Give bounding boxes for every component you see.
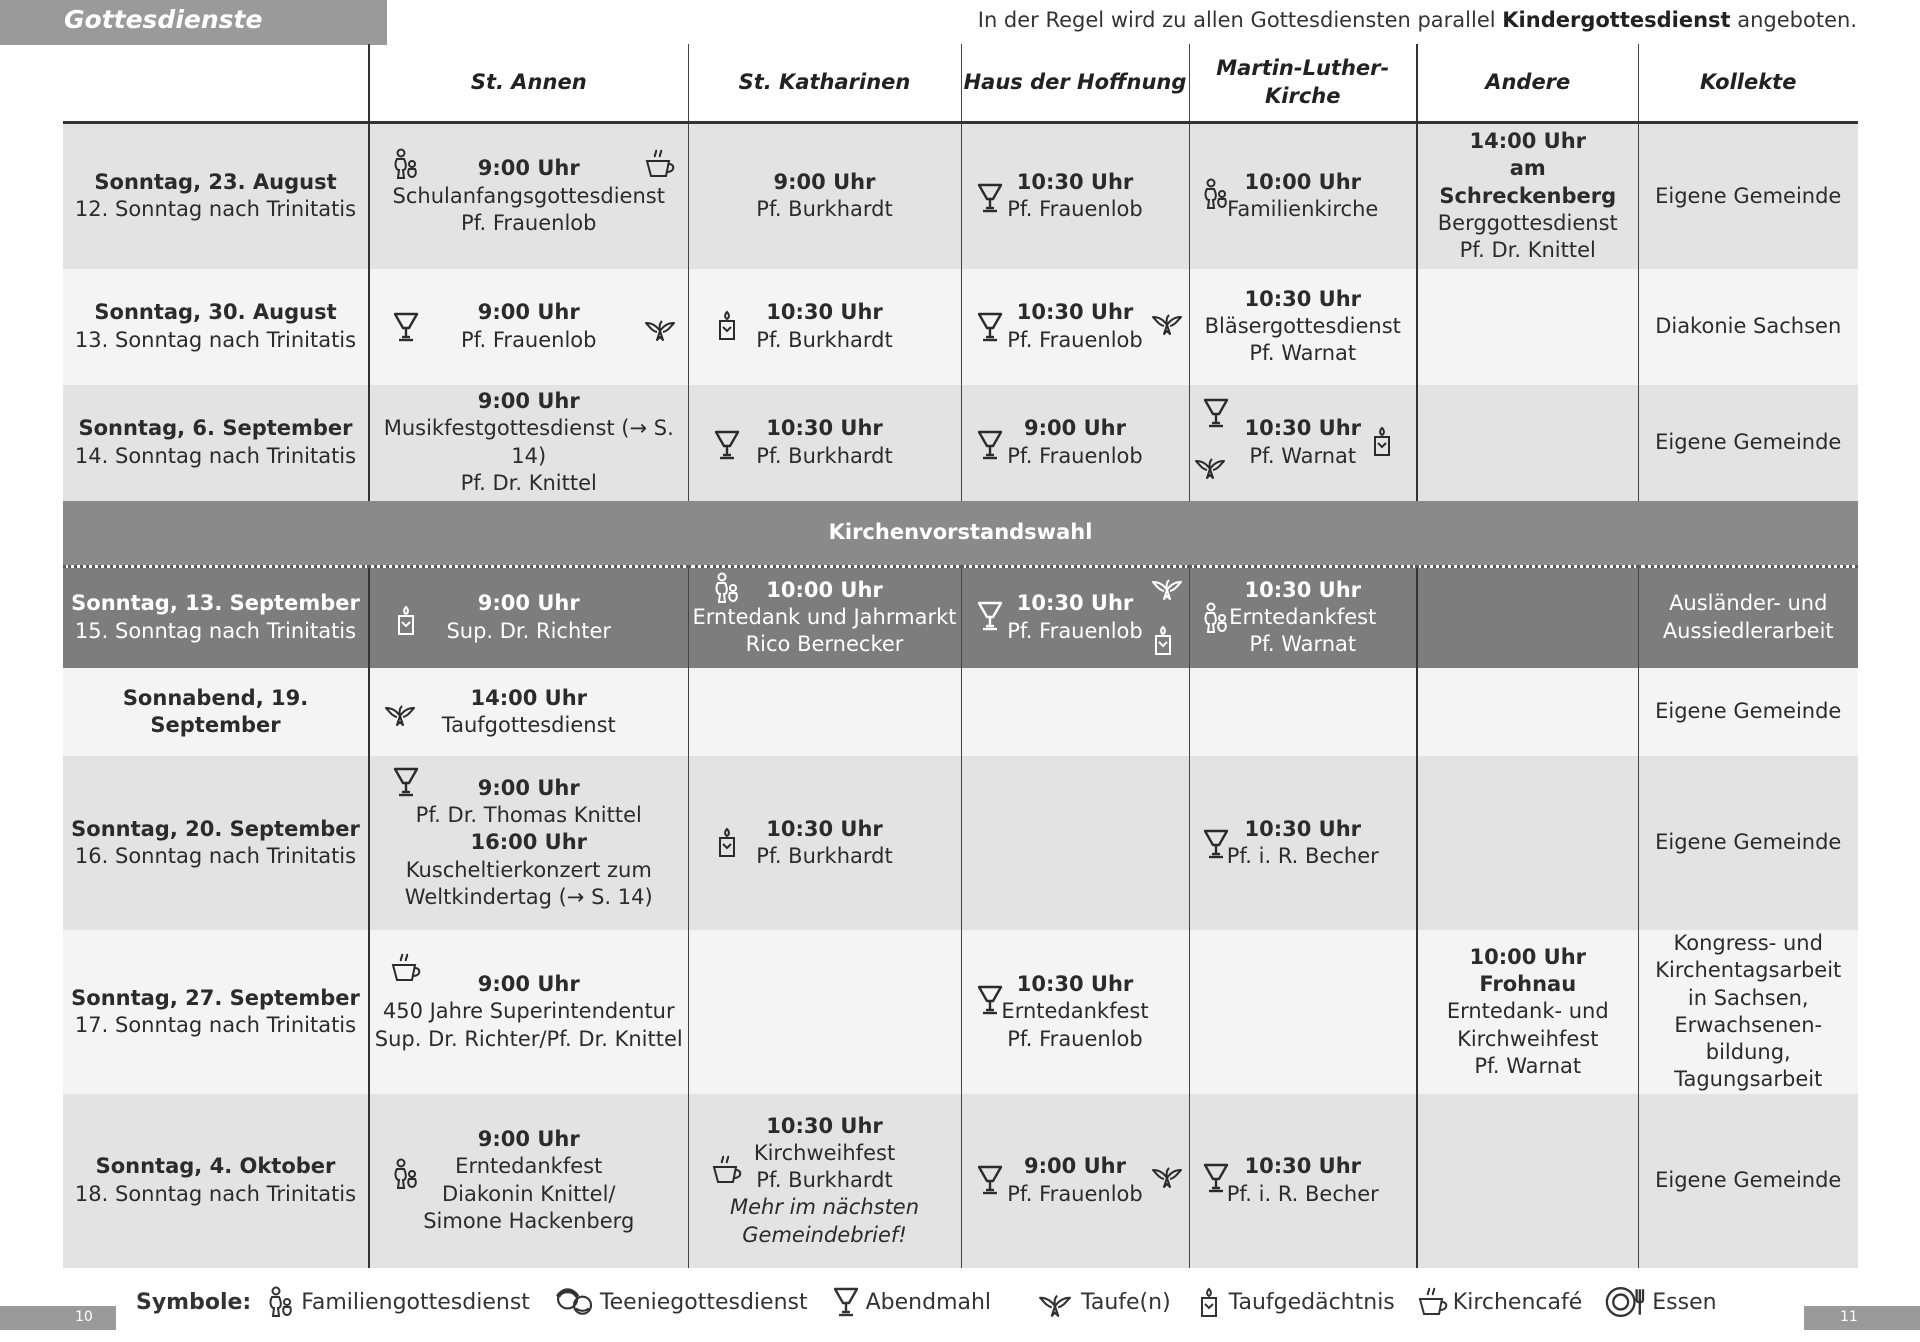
- election-label: Kirchenvorstandswahl: [63, 501, 1858, 567]
- chalice-icon: [974, 311, 1006, 343]
- chalice-icon: [390, 311, 422, 343]
- martin-luther-cell: 10:30 Uhr Bläsergottesdienst Pf. Warnat: [1189, 269, 1417, 385]
- page-number-left: 10: [0, 1306, 116, 1330]
- kollekte-cell: Diakonie Sachsen: [1638, 269, 1858, 385]
- martin-luther-cell: 10:30 Uhr Pf. i. R. Becher: [1189, 1094, 1417, 1268]
- table-row: [63, 123, 1858, 269]
- table-row: [63, 930, 1858, 1094]
- family-icon: [265, 1285, 297, 1319]
- martin-luther-cell: 10:00 Uhr Familienkirche: [1189, 123, 1417, 269]
- chalice-icon: [974, 984, 1006, 1016]
- chalice-icon: [974, 182, 1006, 214]
- haus-der-hoffnung-cell: [961, 668, 1189, 756]
- election-separator-row: [63, 501, 1858, 567]
- andere-cell: [1417, 756, 1638, 930]
- st-annen-cell: 9:00 Uhr Sup. Dr. Richter: [369, 566, 688, 668]
- kollekte-cell: Eigene Gemeinde: [1638, 756, 1858, 930]
- candle-icon: [1193, 1285, 1225, 1319]
- dove-icon: [1194, 449, 1226, 481]
- symbol-legend: [136, 1282, 1739, 1322]
- chalice-icon: [1200, 397, 1232, 429]
- st-katharinen-cell: 9:00 Uhr Pf. Burkhardt: [688, 123, 961, 269]
- chalice-icon: [974, 429, 1006, 461]
- st-katharinen-cell: 10:30 Uhr Kirchweihfest Pf. Burkhardt Mehr im nächsten Gemeindebrief!: [688, 1094, 961, 1268]
- kollekte-cell: Eigene Gemeinde: [1638, 123, 1858, 269]
- candle-icon: [1147, 624, 1179, 656]
- column-header-martin-luther-kirche: Martin-Luther- Kirche: [1189, 44, 1417, 123]
- family-icon: [1200, 178, 1232, 210]
- legend-item: Kirchencafé: [1417, 1285, 1582, 1319]
- date-cell: Sonntag, 27. September 17. Sonntag nach Trinitatis: [63, 930, 369, 1094]
- teens-icon: [552, 1285, 596, 1319]
- table-row: [63, 668, 1858, 756]
- date-cell: Sonntag, 23. August 12. Sonntag nach Trinitatis: [63, 123, 369, 269]
- schedule-table: [63, 44, 1858, 1268]
- martin-luther-cell: 10:30 Uhr Pf. Warnat: [1189, 385, 1417, 501]
- haus-der-hoffnung-cell: 9:00 Uhr Pf. Frauenlob: [961, 1094, 1189, 1268]
- chalice-icon: [1200, 828, 1232, 860]
- date-cell: Sonnabend, 19. September: [63, 668, 369, 756]
- st-katharinen-cell: 10:30 Uhr Pf. Burkhardt: [688, 269, 961, 385]
- legend-item: Abendmahl: [830, 1285, 991, 1319]
- kollekte-cell: Eigene Gemeinde: [1638, 668, 1858, 756]
- andere-cell: [1417, 566, 1638, 668]
- kollekte-cell: Ausländer- und Aussiedlerarbeit: [1638, 566, 1858, 668]
- dove-icon: [644, 311, 676, 343]
- haus-der-hoffnung-cell: 10:30 Uhr Pf. Frauenlob: [961, 269, 1189, 385]
- cup-icon: [644, 148, 676, 180]
- column-header-st-annen: St. Annen: [369, 44, 688, 123]
- column-header-kollekte: Kollekte: [1638, 44, 1858, 123]
- st-annen-cell: 14:00 Uhr Taufgottesdienst: [369, 668, 688, 756]
- st-annen-cell: 9:00 Uhr 450 Jahre Superintendentur Sup. Dr. Richter/Pf. Dr. Knittel: [369, 930, 688, 1094]
- family-icon: [711, 572, 743, 604]
- chalice-icon: [711, 429, 743, 461]
- table-row: [63, 1094, 1858, 1268]
- legend-item: Familiengottesdienst: [265, 1285, 530, 1319]
- martin-luther-cell: [1189, 668, 1417, 756]
- martin-luther-cell: 10:30 Uhr Erntedankfest Pf. Warnat: [1189, 566, 1417, 668]
- column-header-andere: Andere: [1417, 44, 1638, 123]
- family-icon: [390, 1158, 422, 1190]
- dove-icon: [384, 696, 416, 728]
- candle-icon: [1366, 425, 1398, 457]
- plate-icon: [1604, 1285, 1648, 1319]
- dove-icon: [1151, 305, 1183, 337]
- date-cell: Sonntag, 20. September 16. Sonntag nach Trinitatis: [63, 756, 369, 930]
- column-header-haus-der-hoffnung: Haus der Hoffnung: [961, 44, 1189, 123]
- legend-label: Symbole:: [136, 1289, 252, 1315]
- st-katharinen-cell: [688, 668, 961, 756]
- andere-cell: [1417, 269, 1638, 385]
- legend-item: Taufgedächtnis: [1193, 1285, 1395, 1319]
- kollekte-cell: Eigene Gemeinde: [1638, 1094, 1858, 1268]
- chalice-icon: [830, 1285, 862, 1319]
- martin-luther-cell: 10:30 Uhr Pf. i. R. Becher: [1189, 756, 1417, 930]
- chalice-icon: [974, 1164, 1006, 1196]
- andere-cell: [1417, 385, 1638, 501]
- andere-cell: 14:00 Uhr am Schreckenberg Berggottesdienst Pf. Dr. Knittel: [1417, 123, 1638, 269]
- chalice-icon: [390, 766, 422, 798]
- st-annen-cell: 9:00 Uhr Erntedankfest Diakonin Knittel/ Simone Hackenberg: [369, 1094, 688, 1268]
- haus-der-hoffnung-cell: [961, 756, 1189, 930]
- kindergottesdienst-note: In der Regel wird zu allen Gottesdiensten parallel Kindergottesdienst angeboten.: [977, 8, 1857, 32]
- candle-icon: [390, 604, 422, 636]
- st-katharinen-cell: 10:00 Uhr Erntedank und Jahrmarkt Rico Bernecker: [688, 566, 961, 668]
- date-cell: Sonntag, 30. August 13. Sonntag nach Trinitatis: [63, 269, 369, 385]
- legend-item: Essen: [1604, 1285, 1716, 1319]
- st-annen-cell: 9:00 Uhr Musikfestgottesdienst (→ S. 14) Pf. Dr. Knittel: [369, 385, 688, 501]
- date-cell: Sonntag, 13. September 15. Sonntag nach Trinitatis: [63, 566, 369, 668]
- column-header-date: [63, 44, 369, 123]
- chalice-icon: [974, 600, 1006, 632]
- section-title: Gottesdienste: [64, 5, 263, 34]
- andere-cell: [1417, 668, 1638, 756]
- st-katharinen-cell: 10:30 Uhr Pf. Burkhardt: [688, 756, 961, 930]
- table-header-row: [63, 44, 1858, 123]
- haus-der-hoffnung-cell: 10:30 Uhr Pf. Frauenlob: [961, 123, 1189, 269]
- table-row: [63, 756, 1858, 930]
- chalice-icon: [1200, 1162, 1232, 1194]
- candle-icon: [711, 309, 743, 341]
- page-number-right: 11: [1804, 1306, 1920, 1330]
- dove-icon: [1151, 1158, 1183, 1190]
- dove-icon: [1151, 570, 1183, 602]
- cup-icon: [390, 952, 422, 984]
- table-row: [63, 385, 1858, 501]
- candle-icon: [711, 826, 743, 858]
- legend-item: Taufe(n): [1033, 1285, 1171, 1319]
- section-banner: [0, 0, 387, 45]
- andere-cell: 10:00 Uhr Frohnau Erntedank- und Kirchweihfest Pf. Warnat: [1417, 930, 1638, 1094]
- haus-der-hoffnung-cell: 9:00 Uhr Pf. Frauenlob: [961, 385, 1189, 501]
- andere-cell: [1417, 1094, 1638, 1268]
- st-annen-cell: 9:00 Uhr Schulanfangsgottesdienst Pf. Frauenlob: [369, 123, 688, 269]
- cup-icon: [711, 1154, 743, 1186]
- date-cell: Sonntag, 4. Oktober 18. Sonntag nach Trinitatis: [63, 1094, 369, 1268]
- haus-der-hoffnung-cell: 10:30 Uhr Erntedankfest Pf. Frauenlob: [961, 930, 1189, 1094]
- haus-der-hoffnung-cell: 10:30 Uhr Pf. Frauenlob: [961, 566, 1189, 668]
- date-cell: Sonntag, 6. September 14. Sonntag nach Trinitatis: [63, 385, 369, 501]
- st-annen-cell: 9:00 Uhr Pf. Dr. Thomas Knittel 16:00 Uhr Kuscheltierkonzert zum Weltkindertag (→ S. 14): [369, 756, 688, 930]
- kollekte-cell: Eigene Gemeinde: [1638, 385, 1858, 501]
- martin-luther-cell: [1189, 930, 1417, 1094]
- legend-item: Teeniegottesdienst: [552, 1285, 808, 1319]
- family-icon: [390, 148, 422, 180]
- table-row: [63, 269, 1858, 385]
- table-row: [63, 566, 1858, 668]
- kollekte-cell: Kongress- und Kirchentagsarbeit in Sachsen, Erwachsenen-bildung, Tagungsarbeit: [1638, 930, 1858, 1094]
- dove-icon: [1033, 1285, 1077, 1319]
- column-header-st-katharinen: St. Katharinen: [688, 44, 961, 123]
- cup-icon: [1417, 1285, 1449, 1319]
- st-annen-cell: 9:00 Uhr Pf. Frauenlob: [369, 269, 688, 385]
- st-katharinen-cell: [688, 930, 961, 1094]
- family-icon: [1200, 602, 1232, 634]
- st-katharinen-cell: 10:30 Uhr Pf. Burkhardt: [688, 385, 961, 501]
